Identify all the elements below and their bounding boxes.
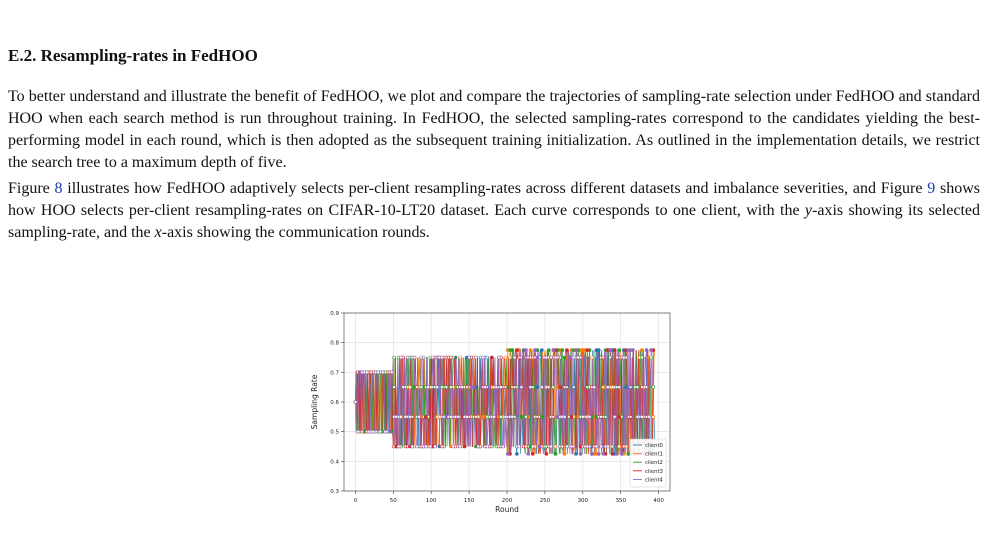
series-point-client2 [540, 415, 543, 418]
x-tick-label: 50 [389, 498, 397, 504]
series-point-client4 [406, 356, 409, 359]
series-point-client4 [618, 386, 621, 389]
series-point-client4 [606, 386, 609, 389]
series-point-client4 [631, 349, 634, 352]
series-point-client4 [595, 445, 598, 448]
series-point-client4 [472, 386, 475, 389]
series-point-client3 [570, 415, 573, 418]
paragraph-2 [8, 178, 980, 244]
x-axis-label: Round [495, 505, 519, 514]
series-point-client4 [636, 415, 639, 418]
series-point-client1 [554, 445, 557, 448]
legend-label-client1: client1 [645, 451, 663, 458]
series-point-client0 [515, 452, 518, 455]
series-point-client3 [611, 452, 614, 455]
series-point-client4 [600, 445, 603, 448]
series-point-client4 [545, 356, 548, 359]
x-tick-label: 150 [463, 498, 475, 504]
series-point-client3 [536, 415, 539, 418]
series-point-client4 [484, 386, 487, 389]
section-number: E.2. [8, 46, 37, 65]
paragraph-2-text: -axis showing its selected sampling-rate, and the [8, 202, 981, 241]
series-point-client3 [415, 386, 418, 389]
y-tick-label: 0.6 [330, 400, 339, 406]
math-y: y [804, 202, 813, 219]
series-point-client4 [413, 356, 416, 359]
x-tick-label: 300 [577, 498, 589, 504]
series-point-client4 [388, 430, 391, 433]
series-point-client4 [506, 452, 509, 455]
series-point-client4 [415, 445, 418, 448]
series-point-client3 [424, 415, 427, 418]
series-point-client4 [497, 356, 500, 359]
series-point-client4 [488, 386, 491, 389]
series-point-client3 [449, 356, 452, 359]
series-point-client0 [572, 386, 575, 389]
series-point-client4 [420, 356, 423, 359]
y-tick-label: 0.8 [330, 340, 339, 347]
series-point-client3 [586, 349, 589, 352]
series-point-client3 [615, 356, 618, 359]
y-tick-label: 0.4 [330, 459, 339, 466]
math-x: x [154, 224, 162, 241]
series-point-client4 [597, 452, 600, 455]
series-point-client4 [529, 386, 532, 389]
series-point-client4 [479, 386, 482, 389]
x-tick-label: 100 [425, 498, 437, 504]
y-tick-label: 0.3 [330, 489, 339, 495]
series-point-client4 [584, 356, 587, 359]
figure-sampling-rate-chart [300, 303, 680, 515]
series-point-client4 [397, 445, 400, 448]
series-point-client4 [572, 356, 575, 359]
series-point-client4 [540, 386, 543, 389]
series-point-client3 [361, 430, 364, 433]
series-point-client4 [429, 445, 432, 448]
series-point-client3 [552, 415, 555, 418]
series-point-client1 [509, 356, 512, 359]
series-point-client3 [474, 415, 477, 418]
series-point-client4 [493, 415, 496, 418]
x-tick-label: 0 [353, 498, 358, 504]
series-point-client0 [393, 386, 396, 389]
series-point-client4 [524, 349, 527, 352]
series-point-client4 [481, 356, 484, 359]
series-point-client3 [515, 349, 518, 352]
series-point-client4 [427, 386, 430, 389]
series-point-client4 [538, 445, 541, 448]
series-point-client4 [645, 349, 648, 352]
series-point-client3 [602, 356, 605, 359]
series-point-client4 [433, 445, 436, 448]
series-point-client4 [399, 356, 402, 359]
series-point-client3 [465, 386, 468, 389]
series-point-client1 [640, 349, 643, 352]
series-point-client4 [436, 386, 439, 389]
clipped-text-line [8, 0, 980, 11]
series-point-client4 [474, 356, 477, 359]
figure-9-link[interactable]: 9 [927, 180, 936, 197]
series-point-client3 [504, 386, 507, 389]
series-point-client4 [554, 356, 557, 359]
series-point-client2 [563, 356, 566, 359]
series-point-client1 [529, 349, 532, 352]
x-tick-label: 250 [539, 498, 551, 504]
series-point-client4 [565, 445, 568, 448]
series-point-client3 [531, 452, 534, 455]
series-point-client4 [563, 415, 566, 418]
series-point-client2 [552, 386, 555, 389]
series-point-client2 [449, 386, 452, 389]
series-point-client4 [588, 415, 591, 418]
legend-label-client4: client4 [645, 477, 663, 484]
series-point-client4 [411, 445, 414, 448]
series-point-client3 [613, 349, 616, 352]
series-point-client3 [545, 452, 548, 455]
series-point-client3 [629, 415, 632, 418]
series-point-client4 [379, 430, 382, 433]
series-point-client4 [486, 445, 489, 448]
series-point-client1 [618, 445, 621, 448]
series-point-client4 [622, 356, 625, 359]
series-point-client2 [520, 415, 523, 418]
series-point-client4 [365, 371, 368, 374]
series-point-client4 [381, 371, 384, 374]
series-point-client3 [529, 356, 532, 359]
series-point-client4 [461, 386, 464, 389]
series-point-client4 [579, 452, 582, 455]
series-point-client4 [534, 349, 537, 352]
series-point-client3 [497, 445, 500, 448]
series-point-client4 [604, 445, 607, 448]
series-point-client4 [611, 445, 614, 448]
series-point-client4 [520, 386, 523, 389]
y-tick-label: 0.7 [330, 370, 339, 377]
series-point-client3 [549, 356, 552, 359]
series-point-client1 [459, 356, 462, 359]
series-point-client4 [449, 415, 452, 418]
series-point-client4 [390, 371, 393, 374]
paragraph-1: To better understand and illustrate the benefit of FedHOO, we plot and compare the trajectories of sampling-rate selection under FedHOO and standard HOO when each search method is run throughout training. In FedHOO, the selected sampling-rates correspond to the candidates yielding the best-performing model in each round, which is then adopted as the subsequent training initialization. As outlined in the implementation details, we restrict the search tree to a maximum depth of five. [8, 88, 980, 171]
series-point-client4 [640, 415, 643, 418]
series-point-client2 [445, 386, 448, 389]
series-point-client2 [499, 415, 502, 418]
paragraph-2-text: shows how HOO selects per-client resampling-rates on CIFAR-10-LT20 dataset. Each curve corresponds to one client, with the [8, 180, 980, 219]
series-point-client4 [477, 445, 480, 448]
series-point-client4 [547, 386, 550, 389]
series-point-client1 [408, 386, 411, 389]
series-point-client0 [540, 349, 543, 352]
series-point-client1 [652, 415, 655, 418]
series-point-client4 [452, 445, 455, 448]
series-point-client4 [568, 356, 571, 359]
series-point-client4 [377, 371, 380, 374]
y-tick-label: 0.5 [330, 429, 339, 436]
series-point-client3 [561, 445, 564, 448]
x-tick-label: 400 [653, 498, 664, 504]
paragraph-2-text: -axis showing the communication rounds. [161, 224, 430, 241]
series-point-client4 [549, 445, 552, 448]
figure-8-link[interactable]: 8 [54, 180, 63, 197]
series-point-client0 [629, 386, 632, 389]
series-point-client1 [563, 452, 566, 455]
series-point-client2 [586, 386, 589, 389]
series-point-client0 [609, 356, 612, 359]
series-point-client4 [590, 452, 593, 455]
series-point-client4 [395, 415, 398, 418]
series-point-client4 [602, 452, 605, 455]
series-point-client4 [586, 445, 589, 448]
series-point-client4 [431, 356, 434, 359]
series-point-client4 [609, 349, 612, 352]
series-point-client4 [465, 415, 468, 418]
series-point-client0 [574, 452, 577, 455]
series-point-client4 [440, 356, 443, 359]
series-point-client4 [511, 415, 514, 418]
series-point-client4 [570, 445, 573, 448]
series-point-client0 [536, 386, 539, 389]
legend-label-client0: client0 [645, 443, 663, 449]
y-axis-label: Sampling Rate [310, 374, 319, 430]
series-point-client2 [561, 349, 564, 352]
series-point-client2 [650, 356, 653, 359]
series-point-client4 [552, 349, 555, 352]
series-point-client3 [622, 445, 625, 448]
sampling-rate-chart [300, 303, 680, 515]
series-point-client4 [424, 445, 427, 448]
series-point-client2 [636, 386, 639, 389]
series-point-client0 [625, 386, 628, 389]
legend-label-client2: client2 [645, 460, 663, 467]
section-title: Resampling-rates in FedHOO [40, 46, 258, 65]
series-point-client3 [440, 445, 443, 448]
series-point-client4 [495, 386, 498, 389]
series-point-client2 [511, 349, 514, 352]
series-point-client4 [625, 415, 628, 418]
series-point-client2 [440, 386, 443, 389]
series-point-client2 [618, 349, 621, 352]
series-point-client2 [393, 356, 396, 359]
series-point-client4 [650, 349, 653, 352]
series-point-client3 [463, 445, 466, 448]
series-point-client4 [615, 452, 618, 455]
series-point-client4 [459, 445, 462, 448]
series-point-client4 [502, 445, 505, 448]
legend-label-client3: client3 [645, 468, 663, 475]
series-point-client4 [418, 415, 421, 418]
series-point-client4 [354, 401, 357, 404]
series-point-client4 [408, 415, 411, 418]
series-point-client3 [600, 415, 603, 418]
series-point-client4 [577, 356, 580, 359]
series-point-client4 [402, 386, 405, 389]
series-point-client4 [527, 452, 530, 455]
series-point-client4 [468, 356, 471, 359]
series-point-client1 [438, 415, 441, 418]
series-point-client1 [504, 356, 507, 359]
series-point-client0 [597, 349, 600, 352]
x-tick-label: 350 [615, 498, 626, 504]
series-point-client4 [581, 415, 584, 418]
series-point-client4 [372, 430, 375, 433]
series-point-client3 [640, 386, 643, 389]
series-point-client4 [504, 415, 507, 418]
series-point-client4 [518, 445, 521, 448]
series-point-client4 [536, 356, 539, 359]
series-point-client3 [513, 386, 516, 389]
series-point-client4 [574, 349, 577, 352]
series-point-client4 [647, 415, 650, 418]
section-heading [8, 46, 258, 66]
series-point-client2 [420, 386, 423, 389]
series-point-client4 [613, 415, 616, 418]
series-point-client4 [356, 430, 359, 433]
series-point-client3 [490, 356, 493, 359]
series-point-client4 [513, 356, 516, 359]
series-point-client3 [370, 371, 373, 374]
series-point-client3 [618, 415, 621, 418]
series-point-client1 [590, 356, 593, 359]
paragraph-2-text: Figure [8, 180, 55, 197]
series-point-client2 [554, 452, 557, 455]
series-point-client4 [522, 356, 525, 359]
series-point-client2 [524, 415, 527, 418]
series-point-client4 [593, 386, 596, 389]
series-point-client3 [559, 386, 562, 389]
series-point-client2 [547, 349, 550, 352]
y-tick-label: 0.9 [330, 311, 339, 317]
series-point-client3 [563, 386, 566, 389]
series-point-client0 [486, 356, 489, 359]
series-point-client3 [565, 349, 568, 352]
series-point-client2 [652, 386, 655, 389]
series-point-client4 [499, 386, 502, 389]
series-point-client4 [404, 415, 407, 418]
series-point-client3 [524, 445, 527, 448]
series-point-client2 [640, 356, 643, 359]
x-tick-label: 200 [501, 498, 513, 504]
series-point-client4 [531, 445, 534, 448]
series-point-client1 [399, 415, 402, 418]
series-point-client4 [620, 452, 623, 455]
series-point-client4 [456, 415, 459, 418]
paragraph-2-text: illustrates how FedHOO adaptively selects per-client resampling-rates across different datasets and imbalance severities, and Figure [62, 180, 928, 197]
